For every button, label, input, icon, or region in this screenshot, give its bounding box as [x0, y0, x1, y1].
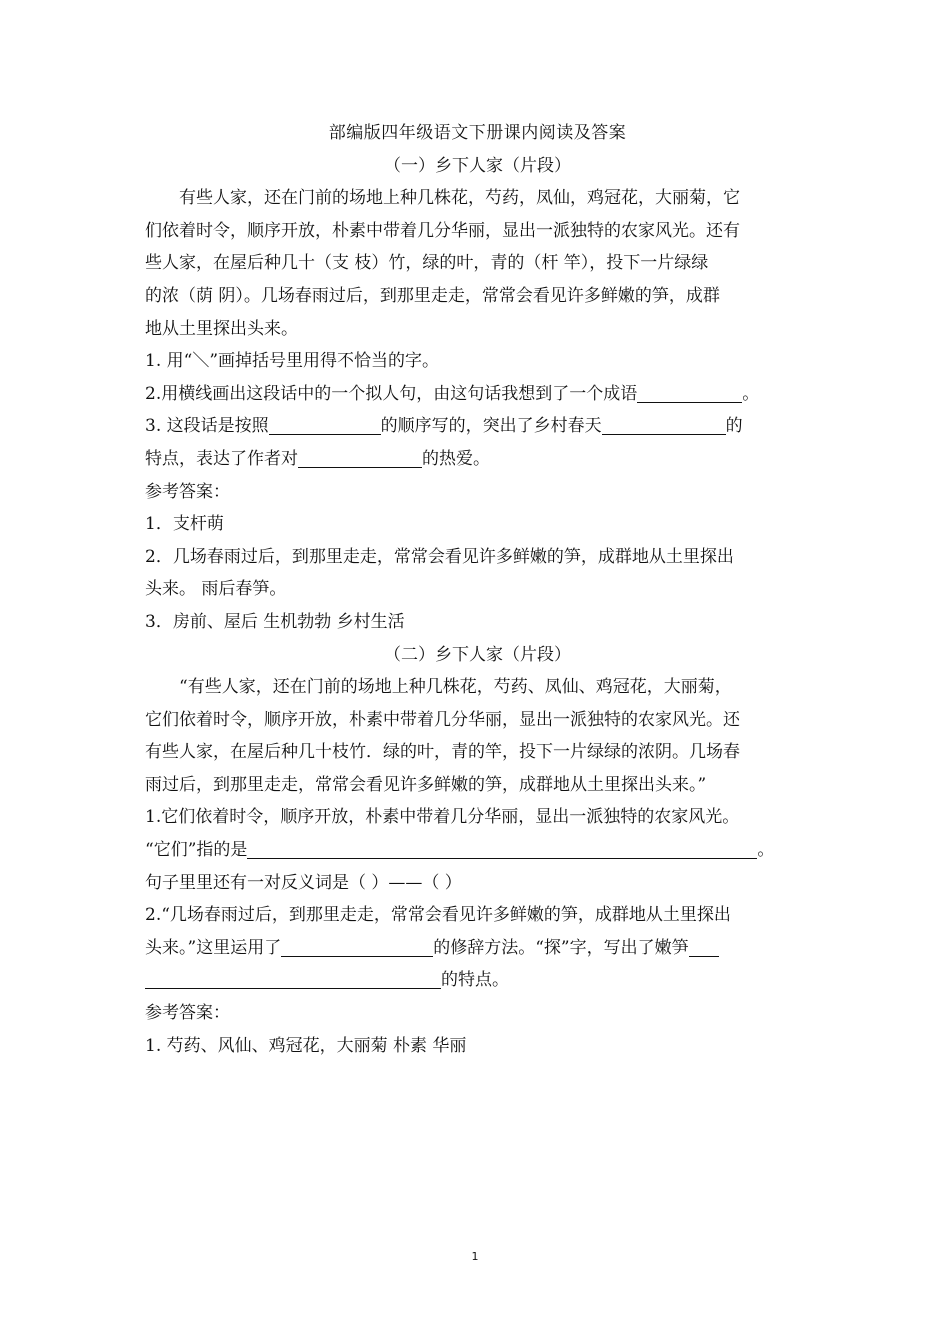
question-text: 的特点。 — [441, 970, 509, 991]
question-text: 的顺序写的，突出了乡村春天 — [380, 416, 602, 437]
section2-question-2-cont — [145, 964, 810, 997]
question-text: 。 — [757, 840, 775, 861]
section1-answer: 1．支杆萌 — [145, 514, 224, 535]
question-text: 的热爱。 — [422, 448, 490, 469]
section2-heading: （二）乡下人家（片段） — [384, 644, 571, 665]
section1-answer-label: 参考答案： — [145, 481, 230, 502]
section1-passage-line: 们依着时令，顺序开放，朴素中带着几分华丽，显出一派独特的农家风光。还有 — [145, 220, 740, 241]
question-text: 特点，表达了作者对 — [145, 448, 298, 469]
question-text: 的修辞方法。“探”字，写出了嫩笋 — [433, 937, 689, 958]
section2-answer-label: 参考答案： — [145, 1003, 230, 1024]
answer-blank[interactable] — [637, 382, 742, 403]
section2-question-2: 2.“几场春雨过后，到那里走走，常常会看见许多鲜嫩的笋，成群地从土里探出 — [145, 905, 731, 926]
section2-passage-line: 雨过后，到那里走走，常常会看见许多鲜嫩的笋，成群地从土里探出头来。” — [145, 774, 707, 795]
section1-answer: 2．几场春雨过后，到那里走走，常常会看见许多鲜嫩的笋，成群地从土里探出 — [145, 546, 734, 567]
answer-blank[interactable] — [145, 968, 441, 989]
document-title: 部编版四年级语文下册课内阅读及答案 — [328, 123, 627, 143]
section1-question-1: 1. 用“＼”画掉括号里用得不恰当的字。 — [145, 351, 440, 372]
section1-passage-line: 地从土里探出头来。 — [145, 318, 298, 339]
section1-heading: （一）乡下人家（片段） — [384, 155, 571, 176]
answer-blank[interactable] — [269, 414, 381, 435]
answer-blank[interactable] — [247, 838, 757, 859]
section2-passage-line: “有些人家，还在门前的场地上种几株花，芍药、凤仙、鸡冠花，大丽菊， — [179, 677, 732, 698]
section1-answer: 3．房前、屋后 生机勃勃 乡村生活 — [145, 611, 405, 632]
section1-question-3 — [145, 410, 810, 443]
page-number: 1 — [471, 1250, 479, 1263]
section1-passage-line: 的浓（荫 阴）。几场春雨过后，到那里走走，常常会看见许多鲜嫩的笋，成群 — [145, 285, 720, 306]
section2-question-2-cont — [145, 932, 810, 965]
document-page — [145, 117, 810, 1062]
question-text: 2.用横线画出这段话中的一个拟人句，由这句话我想到了一个成语 — [145, 383, 638, 404]
section2-question-1-cont — [145, 834, 810, 867]
section1-question-2 — [145, 378, 810, 411]
answer-blank[interactable] — [602, 414, 726, 435]
section2-passage-line: 它们依着时令，顺序开放，朴素中带着几分华丽，显出一派独特的农家风光。还 — [145, 709, 740, 730]
answer-blank[interactable] — [298, 447, 422, 468]
section1-question-3-cont — [145, 443, 810, 476]
question-text: 的 — [725, 416, 743, 437]
section2-question-1-antonyms: 句子里里还有一对反义词是（ ）——（ ） — [145, 872, 462, 893]
answer-blank[interactable] — [689, 936, 719, 957]
question-text: 3. 这段话是按照 — [145, 416, 269, 437]
section1-passage-line: 些人家，在屋后种几十（支 枝）竹，绿的叶，青的（杆 竿），投下一片绿绿 — [145, 253, 709, 274]
section2-passage-line: 有些人家，在屋后种几十枝竹．绿的叶，青的竿，投下一片绿绿的浓阴。几场春 — [145, 742, 740, 763]
question-text: 头来。”这里运用了 — [145, 937, 282, 958]
question-text: “它们”指的是 — [145, 840, 248, 861]
section1-passage-line: 有些人家，还在门前的场地上种几株花，芍药，凤仙，鸡冠花，大丽菊，它 — [179, 188, 740, 209]
section1-answer: 头来。 雨后春笋。 — [145, 579, 287, 600]
answer-blank[interactable] — [281, 936, 433, 957]
section2-question-1: 1.它们依着时令，顺序开放，朴素中带着几分华丽，显出一派独特的农家风光。 — [145, 807, 740, 828]
section2-answer: 1. 芍药、风仙、鸡冠花，大丽菊 朴素 华丽 — [145, 1035, 467, 1056]
question-text: 。 — [742, 383, 760, 404]
